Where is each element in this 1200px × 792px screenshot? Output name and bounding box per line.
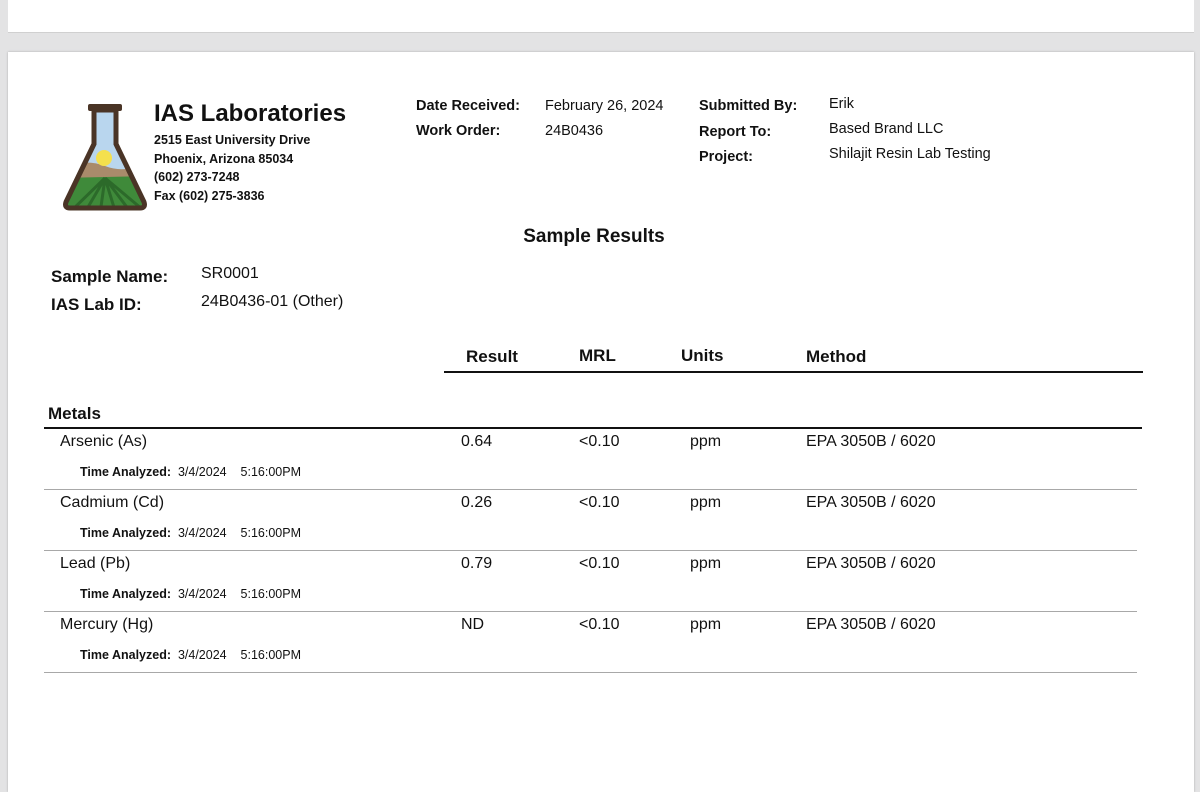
date-received-value: February 26, 2024 — [545, 98, 664, 114]
result-value: ND — [461, 616, 485, 633]
work-order-value: 24B0436 — [545, 123, 604, 139]
time-analyzed — [80, 526, 301, 540]
analyte-name: Lead (Pb) — [60, 555, 131, 572]
time-analyzed-label: Time Analyzed: — [80, 465, 171, 479]
section-rule — [44, 427, 1142, 429]
submitted-by-value: Erik — [829, 96, 854, 112]
table-row — [8, 431, 1194, 492]
lab-id-label: IAS Lab ID: — [51, 295, 142, 314]
mrl-value: <0.10 — [579, 555, 620, 572]
report-to-value: Based Brand LLC — [829, 121, 944, 137]
method-value: EPA 3050B / 6020 — [806, 433, 936, 450]
lab-address-line2: Phoenix, Arizona 85034 — [154, 152, 294, 166]
column-header-method: Method — [806, 347, 867, 366]
time-analyzed — [80, 465, 301, 479]
analyzed-date: 3/4/2024 — [177, 465, 227, 479]
time-analyzed-label: Time Analyzed: — [80, 526, 171, 540]
analyzed-date: 3/4/2024 — [177, 587, 227, 601]
table-row — [8, 492, 1194, 553]
analyzed-time: 5:16:00PM — [240, 587, 301, 601]
analyzed-time: 5:16:00PM — [240, 648, 301, 662]
work-order-label: Work Order: — [416, 123, 501, 139]
units-value: ppm — [690, 494, 722, 511]
method-value: EPA 3050B / 6020 — [806, 555, 936, 572]
project-value: Shilajit Resin Lab Testing — [829, 146, 991, 162]
lab-id-value: 24B0436-01 (Other) — [201, 293, 344, 310]
analyte-name: Arsenic (As) — [60, 433, 148, 450]
lab-address-line1: 2515 East University Drive — [154, 133, 311, 147]
units-value: ppm — [690, 616, 722, 633]
analyte-name: Mercury (Hg) — [60, 616, 154, 633]
report-to-label: Report To: — [699, 124, 772, 140]
date-received-label: Date Received: — [416, 98, 520, 114]
column-header-units: Units — [681, 346, 724, 365]
analyzed-date: 3/4/2024 — [177, 648, 227, 662]
column-header-mrl: MRL — [579, 346, 616, 365]
result-value: 0.79 — [461, 555, 493, 572]
mrl-value: <0.10 — [579, 433, 620, 450]
table-row — [8, 614, 1194, 675]
analyzed-time: 5:16:00PM — [240, 526, 301, 540]
time-analyzed — [80, 587, 301, 601]
row-divider — [44, 489, 1137, 490]
row-divider — [44, 611, 1137, 612]
time-analyzed-label: Time Analyzed: — [80, 648, 171, 662]
submitted-by-label: Submitted By: — [699, 98, 798, 114]
lab-fax: Fax (602) 275-3836 — [154, 189, 265, 203]
row-divider — [44, 672, 1137, 673]
previous-page — [8, 0, 1194, 33]
mrl-value: <0.10 — [579, 494, 620, 511]
report-page — [8, 52, 1194, 792]
time-analyzed — [80, 648, 301, 662]
units-value: ppm — [690, 433, 722, 450]
lab-name: IAS Laboratories — [154, 100, 347, 127]
page-title: Sample Results — [523, 226, 665, 247]
row-divider — [44, 550, 1137, 551]
mrl-value: <0.10 — [579, 616, 620, 633]
units-value: ppm — [690, 555, 722, 572]
flask-logo-icon — [60, 102, 150, 214]
table-row — [8, 553, 1194, 614]
analyte-name: Cadmium (Cd) — [60, 494, 165, 511]
sample-name-label: Sample Name: — [51, 267, 169, 286]
sample-name-value: SR0001 — [201, 265, 259, 282]
time-analyzed-label: Time Analyzed: — [80, 587, 171, 601]
result-value: 0.64 — [461, 433, 493, 450]
method-value: EPA 3050B / 6020 — [806, 616, 936, 633]
analyzed-date: 3/4/2024 — [177, 526, 227, 540]
analyzed-time: 5:16:00PM — [240, 465, 301, 479]
result-value: 0.26 — [461, 494, 493, 511]
lab-phone: (602) 273-7248 — [154, 170, 240, 184]
column-header-result: Result — [466, 347, 518, 366]
method-value: EPA 3050B / 6020 — [806, 494, 936, 511]
project-label: Project: — [699, 149, 753, 165]
section-heading-metals: Metals — [48, 404, 101, 423]
column-header-rule — [444, 371, 1143, 373]
